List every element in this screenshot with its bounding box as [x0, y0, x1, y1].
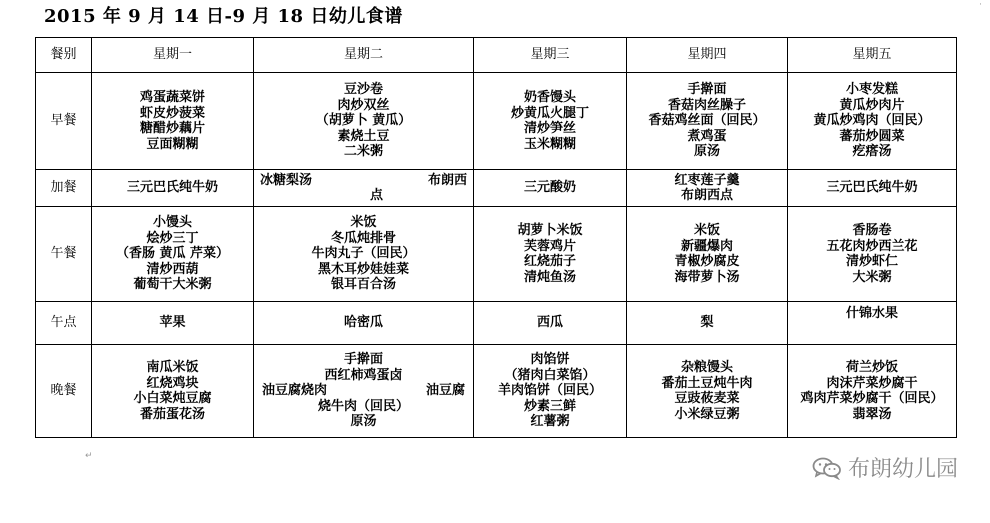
menu-cell	[627, 345, 788, 438]
dish: 什锦水果	[845, 306, 898, 321]
dish: 肉炒双丝	[337, 97, 390, 113]
menu-cell	[92, 73, 254, 170]
dish: 番茄土豆炖牛肉	[661, 375, 753, 391]
dish: 冬瓜炖排骨	[330, 230, 396, 246]
page-title: 2015 年 9 月 14 日-9 月 18 日幼儿食谱	[44, 6, 403, 27]
dish: 海带萝卜汤	[674, 269, 740, 285]
dish: 哈密瓜	[343, 315, 383, 331]
dish: 肉馅饼	[530, 352, 570, 368]
dish: 油豆腐烧肉	[262, 383, 328, 399]
dish: 小米绿豆粥	[674, 406, 740, 422]
dish: 清炒笋丝	[523, 121, 576, 136]
dish: 黄瓜炒鸡肉（回民）	[813, 113, 931, 129]
menu-cell	[92, 302, 254, 345]
paragraph-mark: ↵	[85, 451, 93, 461]
menu-cell	[627, 207, 788, 302]
header-row	[36, 38, 957, 73]
dish: （香肠 黄瓜 芹菜）	[115, 246, 230, 262]
dish: 西瓜	[536, 315, 563, 331]
dish: 手擀面	[687, 82, 727, 98]
dish: 疙瘩汤	[852, 144, 892, 160]
meal-label-afternoon: 午点	[36, 302, 92, 345]
dish: 清炒西葫	[146, 261, 199, 277]
dish: 小馒头	[152, 215, 192, 231]
dish: 翡翠汤	[852, 406, 892, 422]
dish: 五花肉炒西兰花	[826, 238, 918, 254]
dish: 黑木耳炒娃娃菜	[317, 261, 409, 277]
dish: 香肠卷	[852, 223, 892, 238]
dish: 冰糖梨汤	[260, 172, 313, 188]
dish: 大米粥	[852, 269, 892, 285]
menu-table	[35, 37, 957, 438]
dish: 红烧茄子	[523, 254, 576, 269]
menu-cell	[92, 345, 254, 438]
dish: 银耳百合汤	[330, 277, 396, 293]
menu-cell	[474, 73, 627, 170]
dish: （猪肉白菜馅）	[504, 367, 596, 383]
dish: 煮鸡蛋	[687, 128, 727, 144]
menu-cell	[788, 345, 957, 438]
lunch-row	[36, 207, 957, 302]
day-header-fri: 星期五	[788, 38, 957, 73]
dish: 原汤	[693, 144, 720, 160]
dish: 新疆爆肉	[680, 238, 733, 254]
dish: 奶香馒头	[523, 90, 576, 105]
menu-cell	[788, 73, 957, 170]
dish: 鸡蛋蔬菜饼	[139, 90, 205, 105]
menu-cell	[627, 302, 788, 345]
dish: 油豆腐	[425, 383, 465, 399]
dish: 清炖鱼汤	[523, 269, 576, 285]
menu-cell	[474, 345, 627, 438]
dish: 素烧土豆	[337, 128, 390, 144]
dish: 布朗西点	[680, 188, 733, 203]
menu-cell	[92, 170, 254, 207]
dish: 红烧鸡块	[146, 375, 199, 391]
dish: 豆面糊糊	[146, 136, 199, 152]
dish: 南瓜米饭	[146, 360, 199, 375]
dish: 番茄蛋花汤	[139, 406, 205, 422]
dish: 点	[369, 188, 383, 203]
dish: 杂粮馒头	[680, 360, 733, 375]
dish: 三元巴氏纯牛奶	[826, 180, 918, 196]
dish: 炒黄瓜火腿丁	[510, 105, 589, 121]
dish: 黄瓜炒肉片	[839, 97, 905, 113]
dish: 芙蓉鸡片	[523, 238, 576, 254]
meal-label-dinner: 晚餐	[36, 345, 92, 438]
dish: 红枣莲子羹	[674, 172, 740, 188]
day-header-tue: 星期二	[254, 38, 474, 73]
watermark	[812, 452, 958, 483]
dish: 烧牛肉（回民）	[317, 398, 409, 414]
menu-cell	[474, 170, 627, 207]
dish: 西红柿鸡蛋卤	[324, 367, 403, 383]
dish: （胡萝卜 黄瓜）	[315, 113, 412, 129]
day-header-wed: 星期三	[474, 38, 627, 73]
snack-row	[36, 170, 957, 207]
menu-cell	[627, 170, 788, 207]
menu-cell	[474, 302, 627, 345]
dish: 布朗西	[427, 172, 467, 188]
dish: 小枣发糕	[845, 82, 898, 98]
dish: 小白菜炖豆腐	[133, 391, 212, 406]
menu-cell	[627, 73, 788, 170]
menu-cell	[474, 207, 627, 302]
dinner-row	[36, 345, 957, 438]
dish: 青椒炒腐皮	[674, 254, 740, 269]
corner-header: 餐别	[36, 38, 92, 73]
dish: 清炒虾仁	[845, 254, 898, 269]
afternoon-snack-row	[36, 302, 957, 345]
edge-mark: ·	[979, 0, 982, 10]
dish: 米饭	[350, 215, 377, 231]
dish: 葡萄干大米粥	[133, 277, 212, 293]
menu-cell	[788, 170, 957, 207]
dish: 香菇鸡丝面（回民）	[648, 113, 766, 129]
meal-label-lunch: 午餐	[36, 207, 92, 302]
menu-cell	[788, 302, 957, 345]
dish: 梨	[700, 315, 714, 331]
dish: 糖醋炒藕片	[139, 121, 205, 136]
dish: 豆沙卷	[343, 82, 383, 98]
dish: 二米粥	[343, 144, 383, 160]
dish: 玉米糊糊	[523, 136, 576, 152]
dish: 荷兰炒饭	[845, 360, 898, 375]
menu-cell	[254, 73, 474, 170]
dish: 牛肉丸子（回民）	[311, 246, 416, 262]
menu-cell	[254, 302, 474, 345]
dish: 三元酸奶	[523, 180, 576, 196]
dish: 三元巴氏纯牛奶	[126, 180, 218, 196]
watermark-text: 布朗幼儿园	[847, 457, 958, 482]
menu-cell	[92, 207, 254, 302]
dish: 胡萝卜米饭	[517, 223, 583, 238]
dish: 烩炒三丁	[146, 230, 199, 246]
day-header-thu: 星期四	[627, 38, 788, 73]
meal-label-snack: 加餐	[36, 170, 92, 207]
dish: 手擀面	[343, 352, 383, 368]
dish: 肉沫芹菜炒腐干	[826, 375, 918, 391]
dish: 炒素三鲜	[523, 398, 576, 414]
dish: 香菇肉丝臊子	[667, 97, 746, 113]
menu-cell	[254, 345, 474, 438]
dish: 鸡肉芹菜炒腐干（回民）	[800, 391, 944, 406]
menu-cell	[254, 207, 474, 302]
meal-label-breakfast: 早餐	[36, 73, 92, 170]
dish: 红薯粥	[530, 414, 570, 430]
breakfast-row	[36, 73, 957, 170]
menu-cell	[254, 170, 474, 207]
dish: 羊肉馅饼（回民）	[497, 383, 602, 399]
dish: 豆豉莜麦菜	[674, 391, 740, 406]
wechat-icon	[812, 456, 842, 480]
dish: 蕃茄炒圆菜	[839, 128, 905, 144]
dish: 虾皮炒菠菜	[139, 105, 205, 121]
dish: 原汤	[350, 414, 377, 430]
menu-cell	[788, 207, 957, 302]
day-header-mon: 星期一	[92, 38, 254, 73]
dish: 苹果	[159, 315, 186, 331]
dish: 米饭	[693, 223, 720, 238]
